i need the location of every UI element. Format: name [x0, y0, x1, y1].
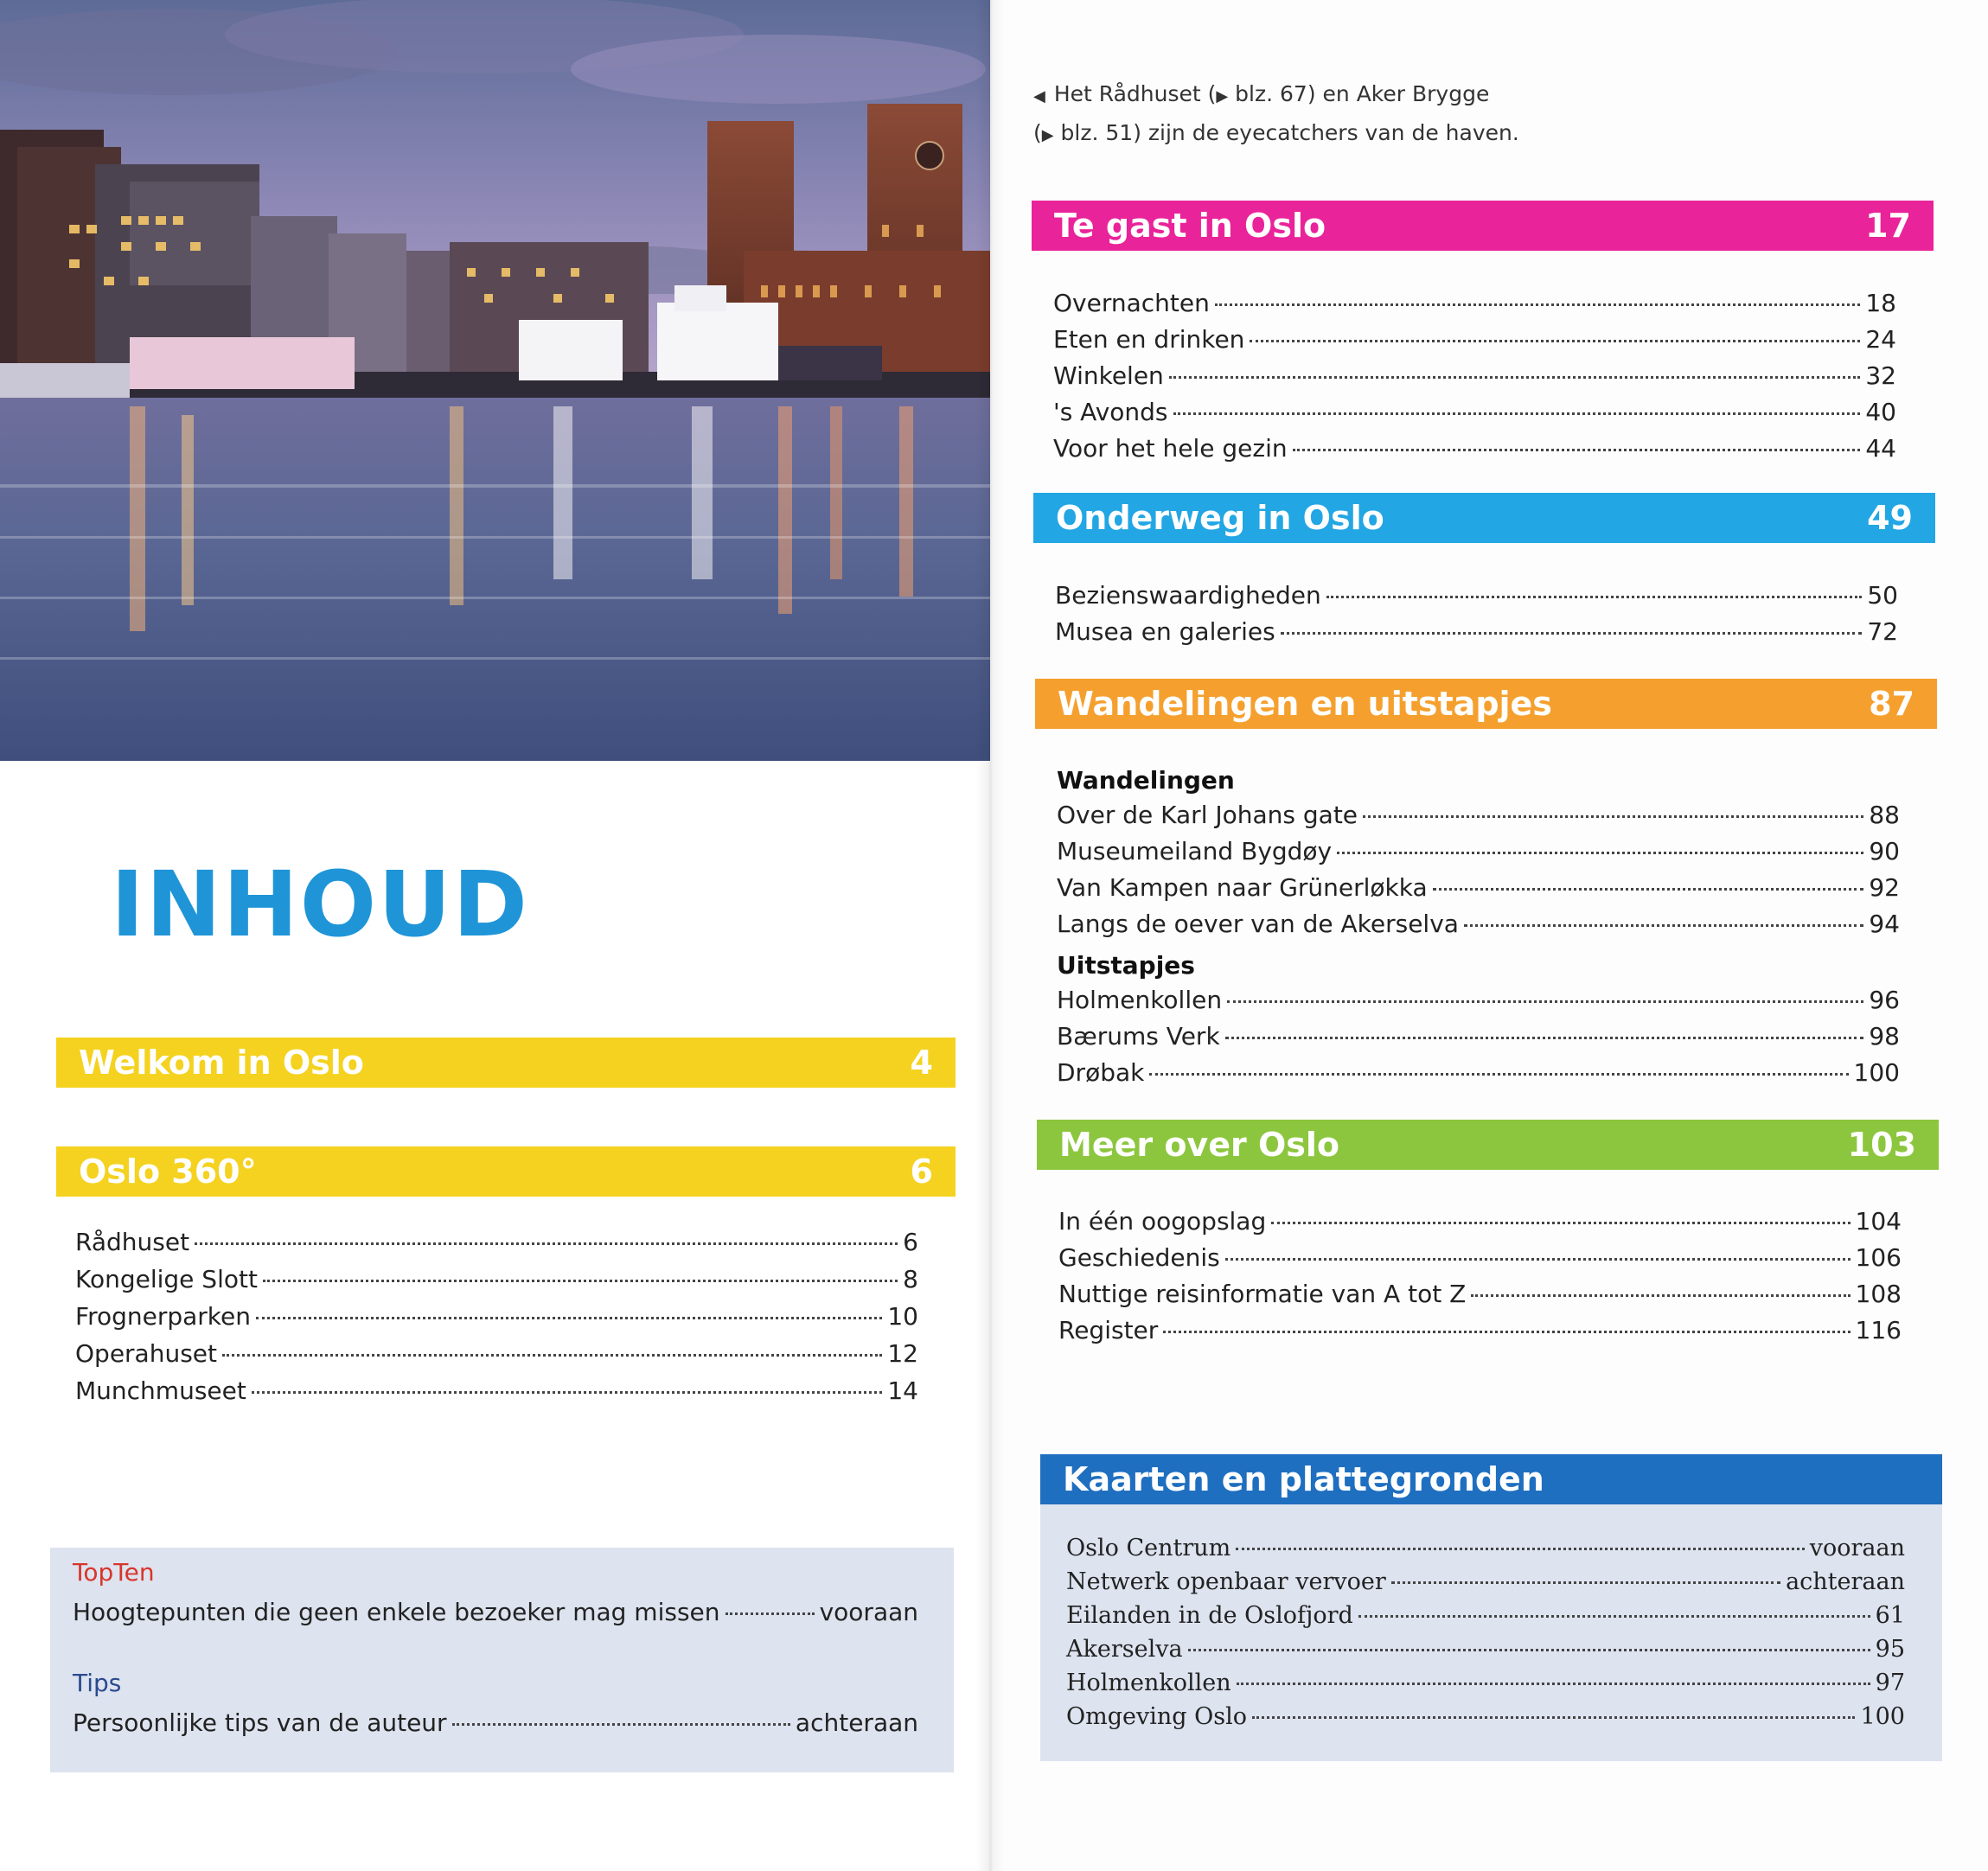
toc-line: Eilanden in de Oslofjord 61	[1066, 1602, 1905, 1629]
section-page: 6	[910, 1153, 933, 1191]
toc-line: Winkelen 32	[1053, 361, 1896, 390]
topten-label: TopTen	[73, 1558, 155, 1587]
toc-label: Hoogtepunten die geen enkele bezoeker mag missen	[73, 1598, 720, 1626]
triangle-right-icon: ▶	[1216, 87, 1229, 105]
page-title: INHOUD	[111, 852, 529, 957]
toc-line: Over de Karl Johans gate 88	[1057, 801, 1900, 829]
section-title: Welkom in Oslo	[79, 1044, 364, 1082]
section-title: Onderweg in Oslo	[1056, 499, 1384, 537]
toc-line: Holmenkollen 96	[1057, 986, 1900, 1014]
toc-line-opera	[75, 1339, 918, 1376]
toc-line: Voor het hele gezin 44	[1053, 434, 1896, 463]
toc-line: Omgeving Oslo 100	[1066, 1703, 1905, 1730]
section-title: Te gast in Oslo	[1054, 207, 1326, 245]
toc-line: Van Kampen naar Grünerløkka 92	[1057, 873, 1900, 902]
section-wandelingen	[1035, 679, 1937, 729]
triangle-left-icon: ◀	[1033, 87, 1045, 105]
toc-line-radhuset	[75, 1228, 918, 1264]
toc-page: vooraan	[819, 1598, 918, 1626]
section-page: 4	[910, 1044, 933, 1082]
toc-label: Operahuset	[75, 1339, 217, 1368]
toc-line: Akerselva 95	[1066, 1636, 1905, 1663]
toc-line: Oslo Centrum vooraan	[1066, 1535, 1905, 1561]
section-title: Kaarten en plattegronden	[1063, 1460, 1544, 1498]
toc-page: 12	[887, 1339, 918, 1368]
toc-page: 6	[903, 1228, 918, 1256]
section-page: 17	[1865, 207, 1911, 245]
toc-line: Museumeiland Bygdøy 90	[1057, 837, 1900, 865]
toc-label: Munchmuseet	[75, 1376, 246, 1405]
toc-label: Frognerparken	[75, 1302, 251, 1331]
toc-line-munch	[75, 1376, 918, 1413]
toc-page: 10	[887, 1302, 918, 1331]
toc-line-slott	[75, 1265, 918, 1301]
subhead-uitstapjes: Uitstapjes	[1057, 951, 1195, 980]
section-oslo360	[56, 1146, 956, 1197]
toc-line-topten	[73, 1598, 918, 1634]
section-meer	[1037, 1120, 1939, 1170]
section-page: 49	[1867, 499, 1913, 537]
page-gutter	[975, 0, 1005, 1871]
toc-line: Overnachten 18	[1053, 289, 1896, 317]
section-te-gast	[1032, 201, 1934, 251]
toc-line: Register 116	[1058, 1316, 1902, 1344]
section-page: 103	[1847, 1126, 1916, 1164]
section-page: 87	[1869, 685, 1914, 723]
toc-line: Langs de oever van de Akerselva 94	[1057, 910, 1900, 938]
subhead-wandelingen: Wandelingen	[1057, 766, 1235, 795]
toc-line: Netwerk openbaar vervoer achteraan	[1066, 1568, 1905, 1595]
section-kaarten	[1040, 1454, 1942, 1504]
tips-label: Tips	[73, 1669, 122, 1697]
toc-line-frogner	[75, 1302, 918, 1338]
section-title: Oslo 360°	[79, 1153, 257, 1191]
section-welkom	[56, 1038, 956, 1088]
toc-page: 14	[887, 1376, 918, 1405]
toc-line: Drøbak 100	[1057, 1058, 1900, 1087]
toc-line-tips	[73, 1708, 918, 1745]
toc-page: 8	[903, 1265, 918, 1293]
section-onderweg	[1033, 493, 1935, 543]
toc-label: Persoonlijke tips van de auteur	[73, 1708, 447, 1737]
photo-caption: ◀ Het Rådhuset (▶ blz. 67) en Aker Brygge (▶ blz. 51) zijn de eyecatchers van de haven.	[1033, 81, 1519, 145]
triangle-right-icon: ▶	[1041, 126, 1054, 144]
toc-line: In één oogopslag 104	[1058, 1207, 1902, 1236]
toc-label: Rådhuset	[75, 1228, 190, 1256]
toc-line: Geschiedenis 106	[1058, 1243, 1902, 1272]
harbour-photo	[0, 0, 990, 761]
section-title: Wandelingen en uitstapjes	[1058, 685, 1552, 723]
toc-label: Kongelige Slott	[75, 1265, 258, 1293]
toc-line: Holmenkollen 97	[1066, 1670, 1905, 1696]
toc-line: Eten en drinken 24	[1053, 325, 1896, 354]
toc-line: 's Avonds 40	[1053, 398, 1896, 426]
toc-page: achteraan	[795, 1708, 918, 1737]
toc-line: Musea en galeries 72	[1055, 617, 1898, 646]
toc-line: Bezienswaardigheden 50	[1055, 581, 1898, 610]
section-title: Meer over Oslo	[1059, 1126, 1340, 1164]
toc-line: Bærums Verk 98	[1057, 1022, 1900, 1050]
toc-line: Nuttige reisinformatie van A tot Z 108	[1058, 1280, 1902, 1308]
